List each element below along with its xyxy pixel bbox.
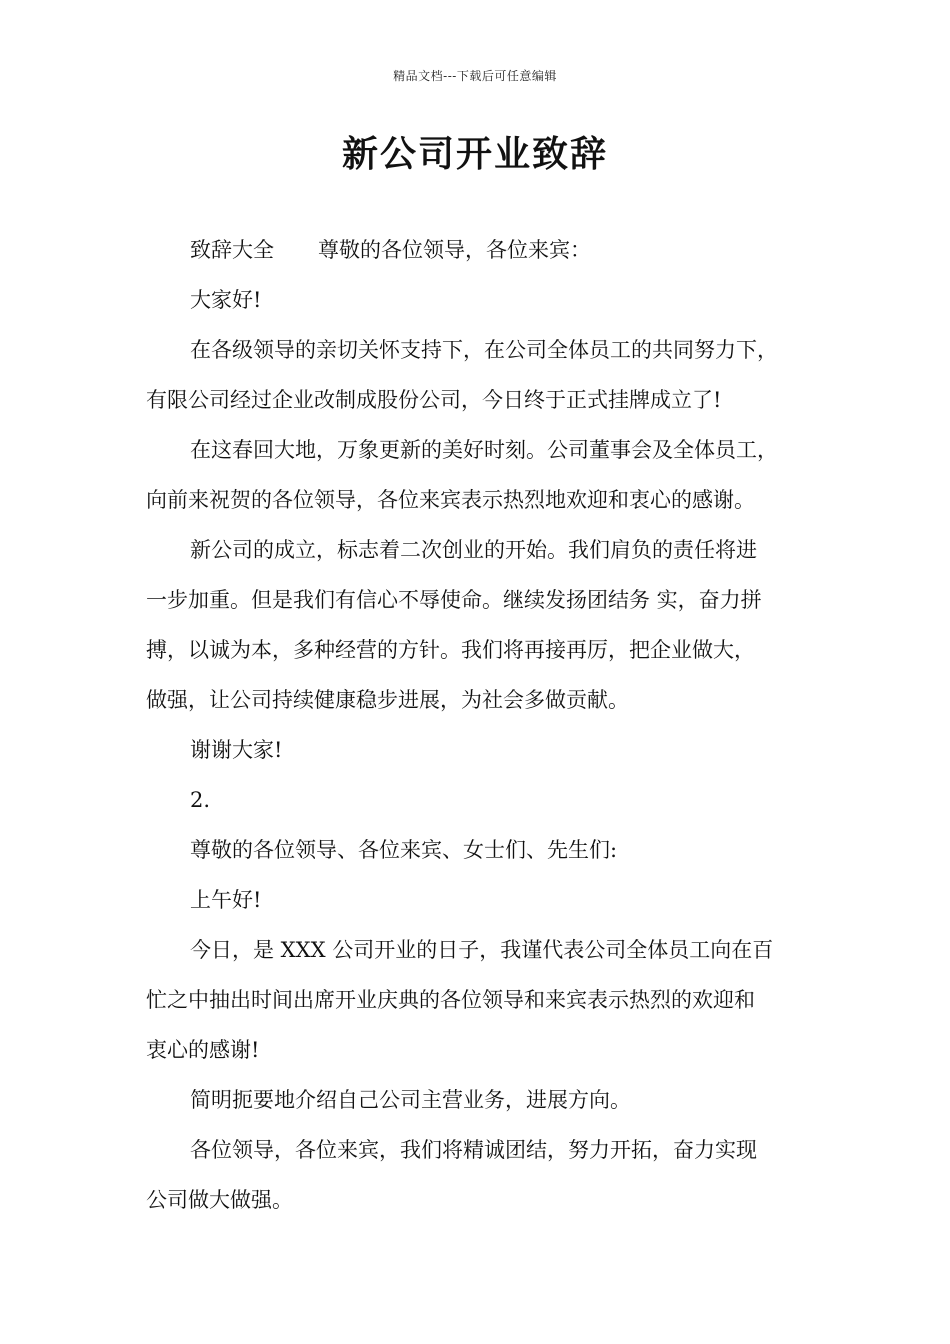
opening-category: 致辞大全 xyxy=(190,238,274,262)
paragraph-line: 忙之中抽出时间出席开业庆典的各位领导和来宾表示热烈的欢迎和 xyxy=(146,988,755,1012)
paragraph-line: 搏，以诚为本，多种经营的方针。我们将再接再厉，把企业做大， xyxy=(146,638,755,662)
paragraph-line: 今日，是 XXX 公司开业的日子，我谨代表公司全体员工向在百 xyxy=(190,938,774,962)
paragraph-line: 大家好! xyxy=(190,288,262,312)
page-header-note: 精品文档---下载后可任意编辑 xyxy=(393,69,557,83)
paragraph-line: 在各级领导的亲切关怀支持下，在公司全体员工的共同努力下， xyxy=(190,338,778,362)
paragraph-line: 上午好! xyxy=(190,888,262,912)
paragraph-line: 向前来祝贺的各位领导，各位来宾表示热烈地欢迎和衷心的感谢。 xyxy=(146,488,755,512)
paragraph-line: 谢谢大家! xyxy=(190,738,283,762)
paragraph-line: 简明扼要地介绍自己公司主营业务，进展方向。 xyxy=(190,1088,631,1112)
paragraph-line: 尊敬的各位领导、各位来宾、女士们、先生们: xyxy=(190,838,618,862)
paragraph-line: 衷心的感谢! xyxy=(146,1038,260,1062)
document-title: 新公司开业致辞 xyxy=(341,133,608,175)
opening-salutation: 尊敬的各位领导，各位来宾： xyxy=(318,238,591,262)
paragraph-line: 做强，让公司持续健康稳步进展，为社会多做贡献。 xyxy=(146,688,629,712)
paragraph-line: 一步加重。但是我们有信心不辱使命。继续发扬团结务 实，奋力拼 xyxy=(146,588,762,612)
document-body xyxy=(146,225,806,1225)
paragraph-line: 公司做大做强。 xyxy=(146,1188,293,1212)
section-number: 2. xyxy=(190,788,211,812)
paragraph-line: 有限公司经过企业改制成股份公司，今日终于正式挂牌成立了! xyxy=(146,388,722,412)
opening-line xyxy=(146,225,806,275)
paragraph-line: 在这春回大地，万象更新的美好时刻。公司董事会及全体员工， xyxy=(190,438,778,462)
paragraph-line: 新公司的成立，标志着二次创业的开始。我们肩负的责任将进 xyxy=(190,538,757,562)
paragraph-line: 各位领导，各位来宾，我们将精诚团结，努力开拓，奋力实现 xyxy=(190,1138,757,1162)
